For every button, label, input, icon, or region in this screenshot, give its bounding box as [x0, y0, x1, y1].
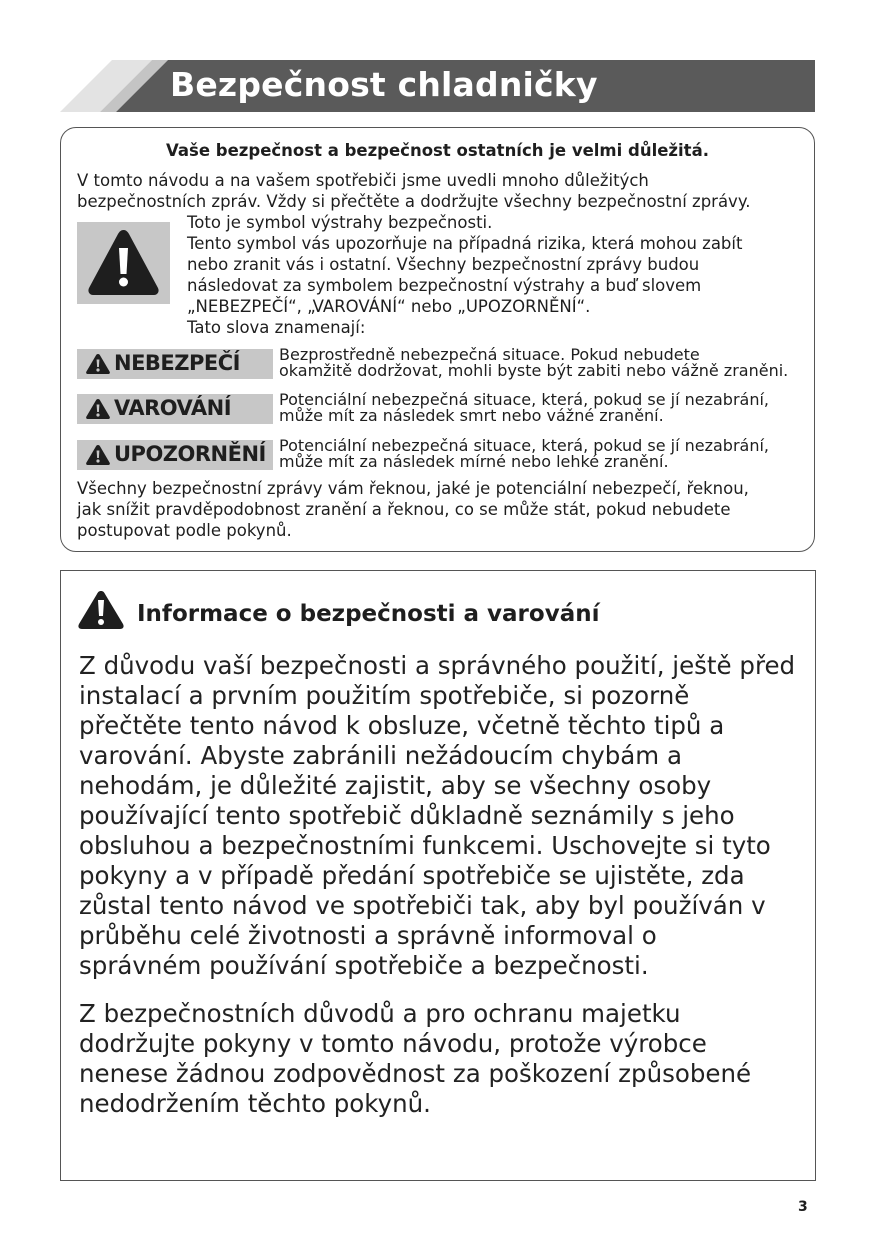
signal-badge — [77, 440, 273, 470]
page-title: Bezpečnost chladničky — [170, 65, 598, 104]
signal-row-danger — [77, 345, 807, 383]
signal-row-caution — [77, 436, 807, 474]
intro-text: V tomto návodu a na vašem spotřebiči jsme uvedli mnoho důležitých bezpečnostních zpráv. Vždy si přečtěte a dodržujte všechny bezpečnostní zprávy. — [77, 171, 751, 211]
signal-word: NEBEZPEČÍ — [114, 351, 240, 375]
page-number: 3 — [798, 1199, 808, 1215]
warnings-paragraph-1: Z důvodu vaší bezpečnosti a správného použití, ještě před instalací a prvním použitím spotřebiče, si pozorně přečtěte tento návod k obsluze, včetně těchto tipů a varování. Abyste zabránili nežádoucím chybám a nehodám, je důležité zajistit, aby se všechny osoby používající tento spotřebič důkladně seznámily s jeho obsluhou a bezpečnostními funkcemi. Uschovejte si tyto pokyny a v případě předání spotřebiče se ujistěte, zda zůstal tento návod ve spotřebiči tak, aby byl používán v průběhu celé životnosti a správně informoval o správném používání spotřebiče a bezpečnosti. — [79, 651, 796, 980]
signal-description: Bezprostředně nebezpečná situace. Pokud nebudete okamžitě dodržovat, mohli byste být zabiti nebo vážně zraněni. — [279, 345, 789, 380]
signal-description: Potenciální nebezpečná situace, která, pokud se jí nezabrání, může mít za následek smrt nebo vážné zranění. — [279, 390, 769, 425]
symbol-explanation: Toto je symbol výstrahy bezpečnosti. Tento symbol vás upozorňuje na případná rizika, která mohou zabít nebo zranit vás i ostatní. Všechny bezpečnostní zprávy budou následovat za symbolem bezpečnostní výstrahy a buď slovem „NEBEZPEČÍ“, „VAROVÁNÍ“ nebo „UPOZORNĚNÍ“. Tato slova znamenají: — [187, 213, 743, 337]
warning-triangle-icon — [85, 353, 111, 375]
warning-triangle-icon — [85, 398, 111, 420]
signal-word: UPOZORNĚNÍ — [114, 442, 266, 466]
warning-triangle-icon — [77, 589, 125, 631]
signal-badge — [77, 349, 273, 379]
warnings-heading: Informace o bezpečnosti a varování — [137, 601, 600, 627]
page-header-banner — [60, 60, 815, 112]
signal-row-warning — [77, 390, 807, 428]
warning-triangle-icon — [77, 222, 170, 304]
closing-text: Všechny bezpečnostní zprávy vám řeknou, jaké je potenciální nebezpečí, řeknou, jak snížit pravděpodobnost zranění a řeknou, co se může stát, pokud nebudete postupovat podle pokynů. — [77, 479, 749, 540]
safety-warnings-box — [60, 570, 816, 1181]
signal-description: Potenciální nebezpečná situace, která, pokud se jí nezabrání, může mít za následek mírné nebo lehké zranění. — [279, 436, 769, 471]
safety-box-heading: Vaše bezpečnost a bezpečnost ostatních je velmi důležitá. — [166, 141, 709, 160]
warning-triangle-icon — [85, 444, 111, 466]
warnings-paragraph-2: Z bezpečnostních důvodů a pro ochranu majetku dodržujte pokyny v tomto návodu, protože výrobce nenese žádnou zodpovědnost za poškození způsobené nedodržením těchto pokynů. — [79, 999, 752, 1118]
signal-badge — [77, 394, 273, 424]
safety-alert-symbol — [77, 222, 170, 304]
safety-info-box — [60, 127, 815, 552]
signal-word: VAROVÁNÍ — [114, 396, 232, 420]
